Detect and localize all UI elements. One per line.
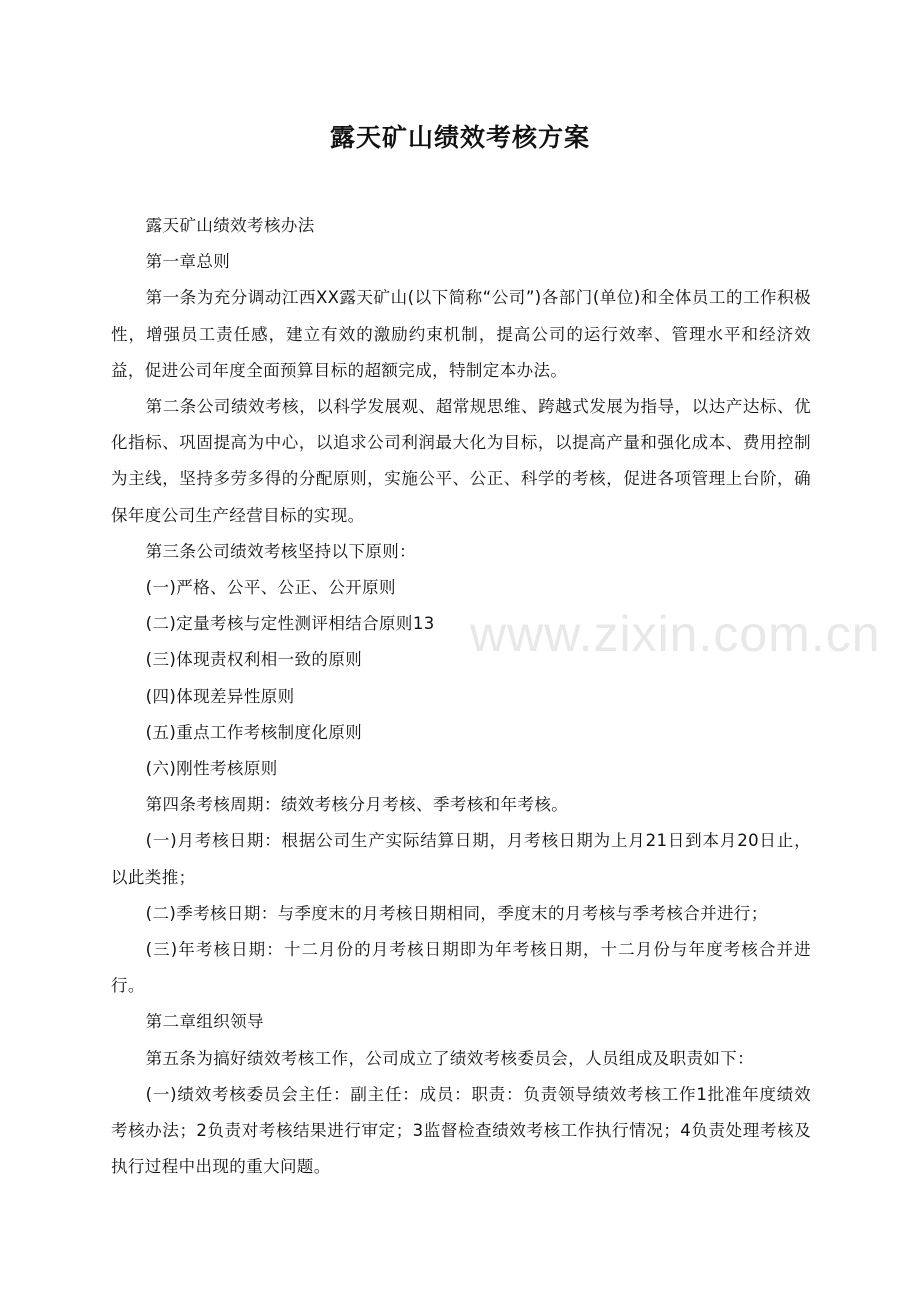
list-item: (一)绩效考核委员会主任：副主任：成员：职责：负责领导绩效考核工作1批准年度绩效考核办法；2负责对考核结果进行审定；3监督检查绩效考核工作执行情况；4负责处理考核及执行过程中出现的重大问题。 bbox=[111, 1084, 811, 1177]
chapter-heading: 第一章总则 bbox=[145, 252, 231, 272]
document-body bbox=[111, 208, 811, 1185]
list-item: (二)定量考核与定性测评相结合原则13 bbox=[145, 614, 435, 634]
list-item: (四)体现差异性原则 bbox=[145, 686, 295, 706]
paragraph: 第三条公司绩效考核坚持以下原则： bbox=[145, 541, 417, 561]
paragraph: 第四条考核周期：绩效考核分月考核、季考核和年考核。 bbox=[145, 795, 569, 815]
list-item: (一)严格、公平、公正、公开原则 bbox=[145, 578, 396, 598]
list-item: (三)年考核日期：十二月份的月考核日期即为年考核日期，十二月份与年度考核合并进行。 bbox=[111, 940, 811, 996]
list-item: (三)体现责权利相一致的原则 bbox=[145, 650, 363, 670]
paragraph: 第二条公司绩效考核，以科学发展观、超常规思维、跨越式发展为指导，以达产达标、优化指标、巩固提高为中心，以追求公司利润最大化为目标，以提高产量和强化成本、费用控制为主线，坚持多劳多得的分配原则，实施公平、公正、科学的考核，促进各项管理上台阶，确保年度公司生产经营目标的实现。 bbox=[111, 397, 811, 525]
paragraph: 第五条为搞好绩效考核工作，公司成立了绩效考核委员会，人员组成及职责如下： bbox=[145, 1048, 755, 1068]
list-item: (二)季考核日期：与季度末的月考核日期相同，季度末的月考核与季考核合并进行； bbox=[145, 903, 768, 923]
list-item: (一)月考核日期：根据公司生产实际结算日期，月考核日期为上月21日到本月20日止，以此类推； bbox=[111, 831, 811, 887]
chapter-heading: 第二章组织领导 bbox=[145, 1012, 264, 1032]
list-item: (五)重点工作考核制度化原则 bbox=[145, 722, 363, 742]
paragraph: 第一条为充分调动江西XX露天矿山(以下简称“公司”)各部门(单位)和全体员工的工作积极性，增强员工责任感，建立有效的激励约束机制，提高公司的运行效率、管理水平和经济效益，促进公司年度全面预算目标的超额完成，特制定本办法。 bbox=[111, 288, 811, 380]
list-item: (六)刚性考核原则 bbox=[145, 759, 278, 779]
watermark: www.zixin.com.cn bbox=[470, 606, 881, 662]
paragraph: 露天矿山绩效考核办法 bbox=[145, 216, 315, 235]
document-title: 露天矿山绩效考核方案 bbox=[329, 123, 590, 152]
